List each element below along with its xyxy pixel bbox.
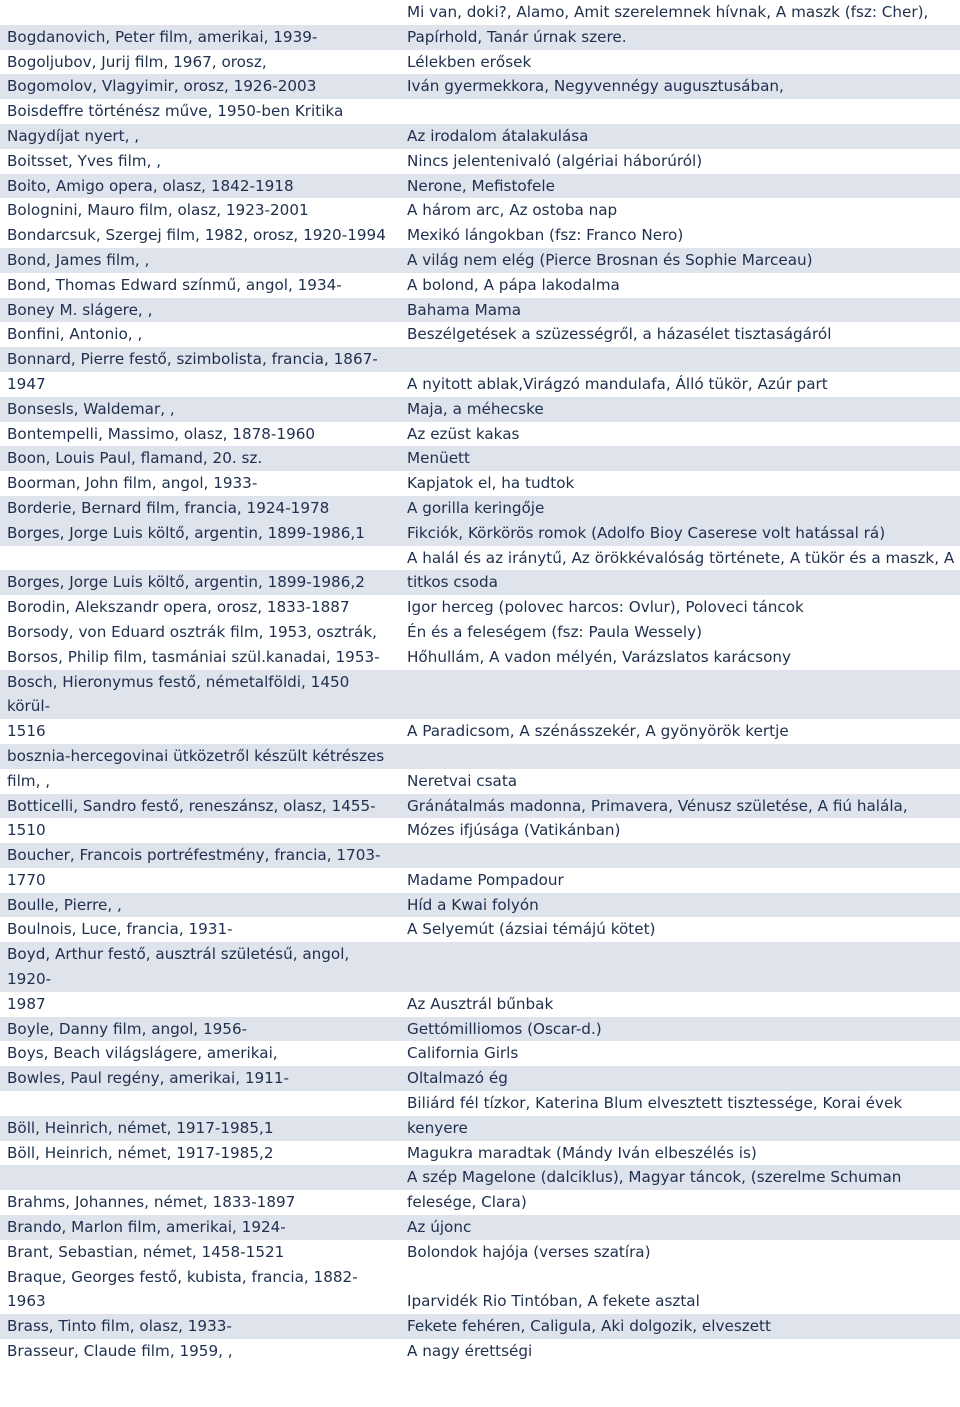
works-text: A Selyemút (ázsiai témájú kötet): [407, 920, 656, 939]
table-row: [0, 893, 960, 918]
author-text: Bolognini, Mauro film, olasz, 1923-2001: [7, 201, 309, 220]
author-text: Borodin, Alekszandr opera, orosz, 1833-1887: [7, 598, 350, 617]
works-text: Oltalmazó ég: [407, 1069, 508, 1088]
author-cell: [0, 1339, 403, 1364]
author-cell: [0, 719, 403, 744]
works-cell: [403, 546, 960, 571]
author-cell: [0, 397, 403, 422]
works-cell: [403, 893, 960, 918]
works-cell: [403, 372, 960, 397]
works-text: Igor herceg (polovec harcos: Ovlur), Poloveci táncok: [407, 598, 804, 617]
table-row: [0, 298, 960, 323]
author-text: Borges, Jorge Luis költő, argentin, 1899-1986,1: [7, 523, 365, 542]
works-cell: [403, 322, 960, 347]
works-text: titkos csoda: [407, 573, 498, 592]
author-cell: [0, 670, 403, 720]
table-row: [0, 1265, 960, 1315]
author-cell: [0, 794, 403, 819]
author-cell: [0, 992, 403, 1017]
author-cell: [0, 198, 403, 223]
works-cell: [403, 1339, 960, 1364]
author-cell: [0, 248, 403, 273]
author-cell: [0, 893, 403, 918]
works-text: A Paradicsom, A szénásszekér, A gyönyörök kertje: [407, 722, 789, 741]
author-cell: [0, 1017, 403, 1042]
works-cell: [403, 422, 960, 447]
author-cell: [0, 942, 403, 992]
author-text: Nagydíjat nyert, ,: [7, 126, 140, 145]
table-row: [0, 719, 960, 744]
author-text: Bogomolov, Vlagyimir, orosz, 1926-2003: [7, 77, 317, 96]
author-text: Borges, Jorge Luis költő, argentin, 1899-1986,2: [7, 573, 365, 592]
author-cell: [0, 1314, 403, 1339]
author-text: Brahms, Johannes, német, 1833-1897: [7, 1193, 296, 1212]
author-text: Bonsesls, Waldemar, ,: [7, 399, 175, 418]
author-cell: [0, 1240, 403, 1265]
author-cell: [0, 868, 403, 893]
table-row: [0, 1091, 960, 1116]
works-cell: [403, 794, 960, 819]
table-row: [0, 1240, 960, 1265]
table-row: [0, 471, 960, 496]
works-cell: [403, 1066, 960, 1091]
works-text: A világ nem elég (Pierce Brosnan és Sophie Marceau): [407, 250, 813, 269]
author-cell: [0, 595, 403, 620]
author-text: Böll, Heinrich, német, 1917-1985,1: [7, 1118, 274, 1137]
author-text: Bondarcsuk, Szergej film, 1982, orosz, 1920-1994: [7, 226, 386, 245]
works-cell: [403, 149, 960, 174]
table-row: [0, 992, 960, 1017]
author-text: Boito, Amigo opera, olasz, 1842-1918: [7, 176, 294, 195]
works-cell: [403, 570, 960, 595]
author-text: Bosch, Hieronymus festő, németalföldi, 1450 körül-: [7, 672, 355, 716]
works-text: A nyitott ablak,Virágzó mandulafa, Álló tükör, Azúr part: [407, 374, 828, 393]
author-text: Brass, Tinto film, olasz, 1933-: [7, 1317, 232, 1336]
author-cell: [0, 174, 403, 199]
table-row: [0, 1141, 960, 1166]
author-text: Bonnard, Pierre festő, szimbolista, francia, 1867-: [7, 350, 378, 369]
works-cell: [403, 397, 960, 422]
table-row: [0, 198, 960, 223]
works-cell: [403, 1091, 960, 1116]
works-cell: [403, 992, 960, 1017]
table-row: [0, 645, 960, 670]
works-text: Madame Pompadour: [407, 870, 564, 889]
works-text: Mexikó lángokban (fsz: Franco Nero): [407, 226, 684, 245]
author-text: Boney M. slágere, ,: [7, 300, 153, 319]
author-text: Boon, Louis Paul, flamand, 20. sz.: [7, 449, 263, 468]
table-row: [0, 769, 960, 794]
works-cell: [403, 174, 960, 199]
works-text: Hőhullám, A vadon mélyén, Varázslatos karácsony: [407, 647, 792, 666]
author-cell: [0, 446, 403, 471]
table-row: [0, 0, 960, 25]
works-text: Biliárd fél tízkor, Katerina Blum elvesztett tisztessége, Korai évek: [407, 1094, 903, 1113]
table-row: [0, 422, 960, 447]
author-text: 1947: [7, 374, 46, 393]
author-text: Boucher, Francois portréfestmény, francia, 1703-: [7, 846, 381, 865]
works-text: kenyere: [407, 1118, 468, 1137]
works-cell: [403, 273, 960, 298]
author-cell: [0, 149, 403, 174]
works-text: Maja, a méhecske: [407, 399, 544, 418]
works-cell: [403, 719, 960, 744]
author-cell: [0, 1116, 403, 1141]
works-text: felesége, Clara): [407, 1193, 527, 1212]
author-cell: [0, 1091, 403, 1116]
works-cell: [403, 198, 960, 223]
author-cell: [0, 818, 403, 843]
works-text: Nincs jelentenivaló (algériai háborúról): [407, 151, 703, 170]
table-row: [0, 521, 960, 546]
works-cell: [403, 1141, 960, 1166]
author-cell: [0, 843, 403, 868]
author-text: Borsos, Philip film, tasmániai szül.kanadai, 1953-: [7, 647, 380, 666]
works-text: Iván gyermekkora, Negyvennégy augusztusában,: [407, 77, 784, 96]
author-cell: [0, 99, 403, 124]
table-row: [0, 99, 960, 124]
author-cell: [0, 917, 403, 942]
works-text: Gettómilliomos (Oscar-d.): [407, 1019, 602, 1038]
works-cell: [403, 74, 960, 99]
author-cell: [0, 471, 403, 496]
works-cell: [403, 942, 960, 992]
author-cell: [0, 422, 403, 447]
author-text: Boys, Beach világslágere, amerikai,: [7, 1044, 278, 1063]
works-text: Magukra maradtak (Mándy Iván elbeszélés is): [407, 1143, 757, 1162]
works-text: Az Ausztrál bűnbak: [407, 994, 554, 1013]
works-cell: [403, 1165, 960, 1190]
author-cell: [0, 124, 403, 149]
author-text: Boorman, John film, angol, 1933-: [7, 474, 258, 493]
works-text: California Girls: [407, 1044, 519, 1063]
works-cell: [403, 347, 960, 372]
works-cell: [403, 769, 960, 794]
works-cell: [403, 1041, 960, 1066]
table-row: [0, 1190, 960, 1215]
works-cell: [403, 521, 960, 546]
works-cell: [403, 25, 960, 50]
table-row: [0, 917, 960, 942]
works-text: A halál és az iránytű, Az örökkévalóság története, A tükör és a maszk, A: [407, 548, 955, 567]
works-cell: [403, 223, 960, 248]
works-text: Neretvai csata: [407, 771, 518, 790]
author-cell: [0, 546, 403, 571]
works-text: Bolondok hajója (verses szatíra): [407, 1242, 651, 1261]
works-cell: [403, 298, 960, 323]
table-row: [0, 25, 960, 50]
works-text: Az ezüst kakas: [407, 424, 520, 443]
works-cell: [403, 595, 960, 620]
author-cell: [0, 223, 403, 248]
table-row: [0, 248, 960, 273]
author-text: Bowles, Paul regény, amerikai, 1911-: [7, 1069, 289, 1088]
author-text: Boitsset, Yves film, ,: [7, 151, 162, 170]
works-cell: [403, 1215, 960, 1240]
table-row: [0, 372, 960, 397]
works-cell: [403, 744, 960, 769]
table-row: [0, 1017, 960, 1042]
works-text: A három arc, Az ostoba nap: [407, 201, 618, 220]
author-text: 1987: [7, 994, 46, 1013]
author-cell: [0, 1041, 403, 1066]
table-row: [0, 74, 960, 99]
table-row: [0, 1116, 960, 1141]
author-cell: [0, 521, 403, 546]
works-cell: [403, 0, 960, 25]
table-row: [0, 868, 960, 893]
works-text: Fekete fehéren, Caligula, Aki dolgozik, elveszett: [407, 1317, 771, 1336]
author-cell: [0, 347, 403, 372]
table-row: [0, 124, 960, 149]
works-cell: [403, 670, 960, 720]
author-cell: [0, 645, 403, 670]
author-text: Brant, Sebastian, német, 1458-1521: [7, 1242, 285, 1261]
author-text: bosznia-hercegovinai ütközetről készült kétrészes: [7, 746, 385, 765]
author-cell: [0, 496, 403, 521]
works-text: Menüett: [407, 449, 470, 468]
works-cell: [403, 1240, 960, 1265]
table-row: [0, 1165, 960, 1190]
author-text: Brasseur, Claude film, 1959, ,: [7, 1342, 233, 1361]
works-text: Beszélgetések a szüzességről, a házasélet tisztaságáról: [407, 325, 832, 344]
table-row: [0, 794, 960, 819]
author-text: Bond, Thomas Edward színmű, angol, 1934-: [7, 275, 342, 294]
table-row: [0, 322, 960, 347]
author-cell: [0, 322, 403, 347]
author-cell: [0, 769, 403, 794]
author-cell: [0, 620, 403, 645]
author-text: Boyd, Arthur festő, ausztrál születésű, angol, 1920-: [7, 945, 355, 989]
works-text: Az újonc: [407, 1218, 472, 1237]
table-row: [0, 446, 960, 471]
author-cell: [0, 1190, 403, 1215]
works-cell: [403, 99, 960, 124]
author-cell: [0, 570, 403, 595]
author-text: Botticelli, Sandro festő, reneszánsz, olasz, 1455-: [7, 796, 376, 815]
table-row: [0, 397, 960, 422]
author-text: 1770: [7, 870, 46, 889]
table-row: [0, 818, 960, 843]
author-cell: [0, 372, 403, 397]
table-row: [0, 843, 960, 868]
works-cell: [403, 868, 960, 893]
author-cell: [0, 50, 403, 75]
works-text: A nagy érettségi: [407, 1342, 533, 1361]
works-text: Én és a feleségem (fsz: Paula Wessely): [407, 622, 703, 641]
works-cell: [403, 818, 960, 843]
works-text: Mózes ifjúsága (Vatikánban): [407, 821, 621, 840]
author-text: Bonfini, Antonio, ,: [7, 325, 143, 344]
author-text: Boulle, Pierre, ,: [7, 895, 122, 914]
table-row: [0, 347, 960, 372]
author-cell: [0, 25, 403, 50]
works-text: A szép Magelone (dalciklus), Magyar táncok, (szerelme Schuman: [407, 1168, 902, 1187]
author-text: film, ,: [7, 771, 51, 790]
author-cell: [0, 273, 403, 298]
works-text: Fikciók, Körkörös romok (Adolfo Bioy Caserese volt hatással rá): [407, 523, 886, 542]
table-row: [0, 595, 960, 620]
table-row: [0, 942, 960, 992]
author-text: Bond, James film, ,: [7, 250, 150, 269]
author-cell: [0, 744, 403, 769]
table-row: [0, 496, 960, 521]
works-cell: [403, 1265, 960, 1315]
table-row: [0, 1066, 960, 1091]
works-text: Lélekben erősek: [407, 52, 532, 71]
works-cell: [403, 917, 960, 942]
table-row: [0, 50, 960, 75]
author-cell: [0, 1066, 403, 1091]
author-text: Borsody, von Eduard osztrák film, 1953, osztrák,: [7, 622, 377, 641]
table-row: [0, 1041, 960, 1066]
works-text: Bahama Mama: [407, 300, 522, 319]
table-row: [0, 744, 960, 769]
works-cell: [403, 248, 960, 273]
author-cell: [0, 74, 403, 99]
author-cell: [0, 0, 403, 25]
works-cell: [403, 645, 960, 670]
works-text: A gorilla keringője: [407, 498, 545, 517]
table-row: [0, 670, 960, 720]
works-cell: [403, 50, 960, 75]
author-text: Bogdanovich, Peter film, amerikai, 1939-: [7, 27, 318, 46]
works-text: Papírhold, Tanár úrnak szere.: [407, 27, 627, 46]
works-text: Iparvidék Rio Tintóban, A fekete asztal: [407, 1292, 700, 1311]
author-cell: [0, 1265, 403, 1315]
author-text: Böll, Heinrich, német, 1917-1985,2: [7, 1143, 274, 1162]
author-text: Bogoljubov, Jurij film, 1967, orosz,: [7, 52, 267, 71]
works-cell: [403, 496, 960, 521]
author-text: Boulnois, Luce, francia, 1931-: [7, 920, 233, 939]
author-text: 1516: [7, 722, 46, 741]
table-row: [0, 149, 960, 174]
table-row: [0, 546, 960, 571]
works-cell: [403, 1017, 960, 1042]
author-cell: [0, 1215, 403, 1240]
author-text: Bontempelli, Massimo, olasz, 1878-1960: [7, 424, 316, 443]
author-text: Brando, Marlon film, amerikai, 1924-: [7, 1218, 286, 1237]
works-text: Gránátalmás madonna, Primavera, Vénusz születése, A fiú halála,: [407, 796, 908, 815]
table-row: [0, 620, 960, 645]
works-cell: [403, 1314, 960, 1339]
author-cell: [0, 1141, 403, 1166]
table-row: [0, 1339, 960, 1364]
author-text: 1510: [7, 821, 46, 840]
author-text: Braque, Georges festő, kubista, francia, 1882-1963: [7, 1267, 358, 1311]
works-cell: [403, 1190, 960, 1215]
table-row: [0, 570, 960, 595]
table-row: [0, 174, 960, 199]
works-cell: [403, 620, 960, 645]
table-row: [0, 1314, 960, 1339]
works-cell: [403, 124, 960, 149]
author-text: Boisdeffre történész műve, 1950-ben Kritika: [7, 102, 344, 121]
author-cell: [0, 1165, 403, 1190]
works-text: Az irodalom átalakulása: [407, 126, 589, 145]
author-cell: [0, 298, 403, 323]
works-text: Híd a Kwai folyón: [407, 895, 539, 914]
works-text: Mi van, doki?, Alamo, Amit szerelemnek hívnak, A maszk (fsz: Cher),: [407, 3, 929, 21]
works-cell: [403, 446, 960, 471]
works-cell: [403, 471, 960, 496]
table-row: [0, 273, 960, 298]
table-row: [0, 1215, 960, 1240]
works-text: Kapjatok el, ha tudtok: [407, 474, 575, 493]
table-row: [0, 223, 960, 248]
works-cell: [403, 1116, 960, 1141]
works-text: A bolond, A pápa lakodalma: [407, 275, 620, 294]
works-cell: [403, 843, 960, 868]
author-text: Borderie, Bernard film, francia, 1924-1978: [7, 498, 330, 517]
author-text: Boyle, Danny film, angol, 1956-: [7, 1019, 248, 1038]
works-text: Nerone, Mefistofele: [407, 176, 555, 195]
